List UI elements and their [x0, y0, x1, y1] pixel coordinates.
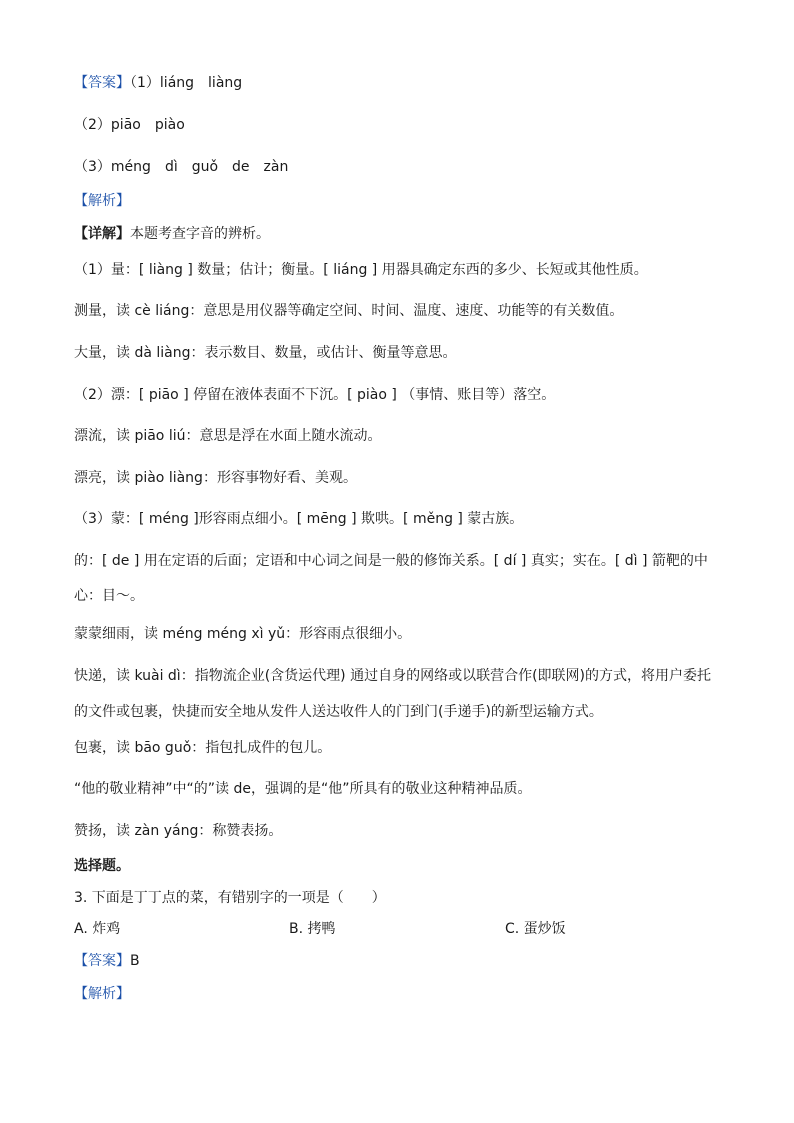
option-c: C. 蛋炒饭: [505, 921, 566, 937]
answer-q3-line: [74, 952, 140, 970]
answer-prefix: （2）: [74, 117, 111, 133]
answer-line-2: [74, 116, 185, 134]
answer-line-1: [74, 74, 242, 92]
section-title: 选择题。: [74, 858, 130, 874]
body-line: 快递，读 kuài dì：指物流企业(含货运代理) 通过自身的网络或以联营合作(即联网)的方式，将用户委托: [74, 668, 711, 684]
body-line: 蒙蒙细雨，读 méng méng xì yǔ：形容雨点很细小。: [74, 626, 412, 642]
pinyin: liáng: [159, 75, 195, 91]
detail-line: [74, 225, 270, 243]
body-line: 包裹，读 bāo guǒ：指包扎成件的包儿。: [74, 740, 332, 756]
body-line: 漂流，读 piāo liú：意思是浮在水面上随水流动。: [74, 428, 382, 444]
pinyin: guǒ: [191, 159, 219, 175]
analysis-tag: 【解析】: [74, 986, 130, 1002]
body-line: 漂亮，读 piào liàng：形容事物好看、美观。: [74, 470, 357, 486]
body-line: （3）蒙：[ méng ]形容雨点细小。[ mēng ] 欺哄。[ měng ] 蒙古族。: [74, 511, 524, 527]
detail-tag: 【详解】: [74, 226, 130, 242]
body-line: 心：目～。: [74, 588, 144, 604]
pinyin: de: [232, 159, 250, 175]
question-stem: 3. 下面是丁丁点的菜，有错别字的一项是（ ）: [74, 890, 386, 906]
body-line: （2）漂：[ piāo ] 停留在液体表面不下沉。[ piào ] （事情、账目等）落空。: [74, 387, 556, 403]
body-line: 大量，读 dà liàng：表示数目、数量，或估计、衡量等意思。: [74, 345, 457, 361]
analysis-tag: 【解析】: [74, 193, 130, 209]
body-line: 测量，读 cè liáng：意思是用仪器等确定空间、时间、温度、速度、功能等的有关数值。: [74, 303, 624, 319]
answer-line-3: [74, 158, 288, 176]
pinyin: méng: [110, 159, 151, 175]
option-b: B. 拷鸭: [289, 921, 336, 937]
body-line: 的：[ de ] 用在定语的后面；定语和中心词之间是一般的修饰关系。[ dí ] 真实；实在。[ dì ] 箭靶的中: [74, 553, 708, 569]
body-line: 赞扬，读 zàn yáng：称赞表扬。: [74, 823, 283, 839]
pinyin: piāo: [110, 117, 141, 133]
pinyin: dì: [164, 159, 178, 175]
option-a: A. 炸鸡: [74, 921, 121, 937]
answer-prefix: （1）: [130, 75, 160, 91]
answer-prefix: （3）: [74, 159, 111, 175]
pinyin: liàng: [208, 75, 243, 91]
answer-tag: 【答案】: [74, 953, 130, 969]
body-line: “他的敬业精神”中“的”读 de，强调的是“他”所具有的敬业这种精神品质。: [74, 781, 532, 797]
answer-tag: 【答案】: [74, 75, 130, 91]
pinyin: piào: [154, 117, 185, 133]
answer-value: B: [130, 953, 140, 969]
detail-text: 本题考查字音的辨析。: [130, 226, 270, 242]
body-line: 的文件或包裹，快捷而安全地从发件人送达收件人的门到门(手递手)的新型运输方式。: [74, 704, 603, 720]
pinyin: zàn: [263, 159, 289, 175]
body-line: （1）量：[ liàng ] 数量；估计；衡量。[ liáng ] 用器具确定东西的多少、长短或其他性质。: [74, 262, 648, 278]
